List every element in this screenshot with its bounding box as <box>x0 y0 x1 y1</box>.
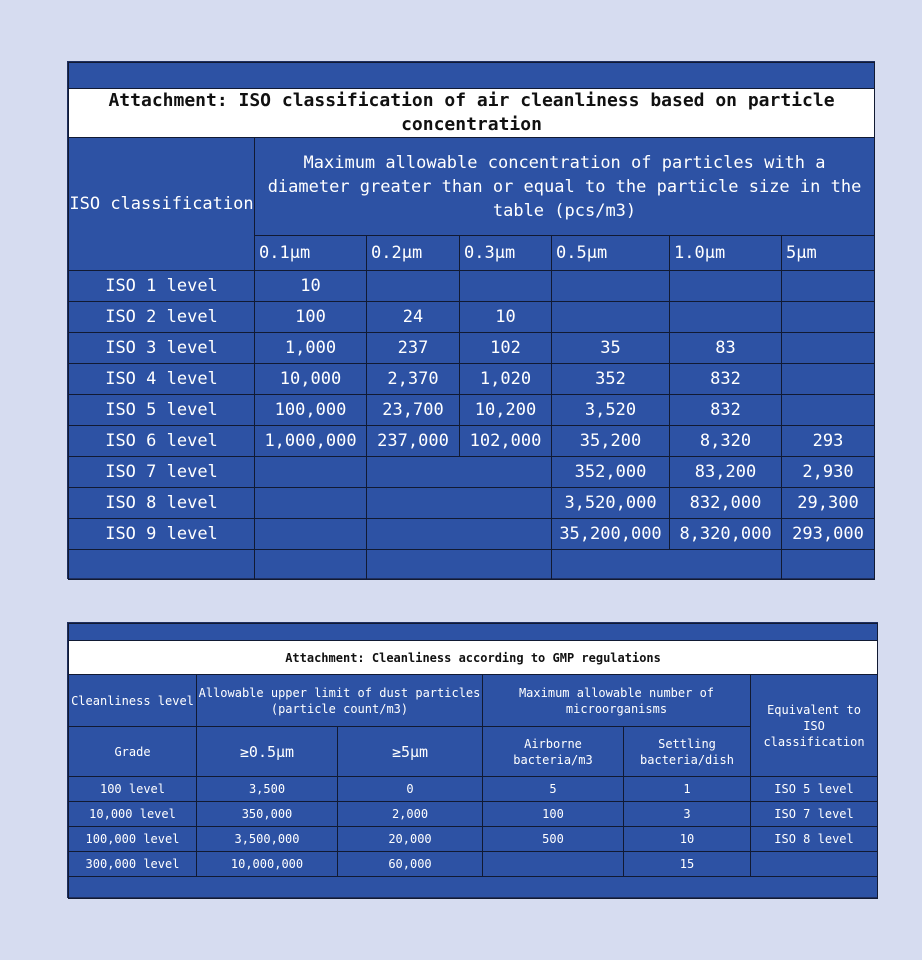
cell: 10 <box>460 302 552 333</box>
table-row <box>69 827 878 852</box>
cell: 3,500,000 <box>197 827 338 852</box>
table-title: Attachment: ISO classification of air cleanliness based on particle concentration <box>69 89 875 138</box>
table-row <box>69 802 878 827</box>
cell: 1,000,000 <box>255 426 367 457</box>
max-concentration-header: Maximum allowable concentration of particles with a diameter greater than or equal to the particle size in the table (pcs/m3) <box>255 138 875 236</box>
cell: 35 <box>552 333 670 364</box>
size-header: 0.1μm <box>255 236 367 271</box>
cell: 1,000 <box>255 333 367 364</box>
cell <box>782 302 875 333</box>
row-label: ISO 3 level <box>69 333 255 364</box>
dust-limit-header: Allowable upper limit of dust particles (particle count/m3) <box>197 675 483 727</box>
cell: 3,520 <box>552 395 670 426</box>
cell: 237 <box>367 333 460 364</box>
cell: 100,000 level <box>69 827 197 852</box>
iso-classification-panel <box>67 61 875 579</box>
cell: 100 <box>255 302 367 333</box>
size-header: 5μm <box>782 236 875 271</box>
cell: 352 <box>552 364 670 395</box>
iso-classification-table <box>68 62 875 580</box>
grade-header: Grade <box>69 727 197 777</box>
cell: 3,500 <box>197 777 338 802</box>
particle-5-header: ≥5μm <box>338 727 483 777</box>
cell: 100 <box>483 802 624 827</box>
particle-05-header: ≥0.5μm <box>197 727 338 777</box>
cell <box>751 852 878 877</box>
cell: 23,700 <box>367 395 460 426</box>
cell: 3,520,000 <box>552 488 670 519</box>
cell: 35,200 <box>552 426 670 457</box>
cell: 60,000 <box>338 852 483 877</box>
cell: 2,930 <box>782 457 875 488</box>
cell: 832 <box>670 395 782 426</box>
row-label: ISO 9 level <box>69 519 255 550</box>
cell <box>460 271 552 302</box>
cell <box>367 457 552 488</box>
table-title: Attachment: Cleanliness according to GMP regulations <box>69 641 878 675</box>
cell <box>367 519 552 550</box>
table-top-strip <box>69 63 875 89</box>
cell: 1 <box>624 777 751 802</box>
cell: 10,000 <box>255 364 367 395</box>
row-label: ISO 5 level <box>69 395 255 426</box>
cell: 8,320 <box>670 426 782 457</box>
table-row <box>69 457 875 488</box>
cell: 1,020 <box>460 364 552 395</box>
size-header: 1.0μm <box>670 236 782 271</box>
cell: 10 <box>624 827 751 852</box>
size-header: 0.3μm <box>460 236 552 271</box>
cell: 102,000 <box>460 426 552 457</box>
cell <box>552 302 670 333</box>
row-label: ISO 6 level <box>69 426 255 457</box>
table-bottom-row <box>69 550 875 580</box>
table-row <box>69 777 878 802</box>
settling-bacteria-header: Settling bacteria/dish <box>624 727 751 777</box>
cell: 500 <box>483 827 624 852</box>
cell: 300,000 level <box>69 852 197 877</box>
cell: 293,000 <box>782 519 875 550</box>
cell: 10 <box>255 271 367 302</box>
cell <box>782 271 875 302</box>
table-row <box>69 488 875 519</box>
cell: 293 <box>782 426 875 457</box>
table-row <box>69 519 875 550</box>
cell: 3 <box>624 802 751 827</box>
table-row <box>69 395 875 426</box>
cell: 15 <box>624 852 751 877</box>
cell <box>670 302 782 333</box>
cell <box>782 364 875 395</box>
table-row <box>69 333 875 364</box>
cell <box>367 271 460 302</box>
cell: 29,300 <box>782 488 875 519</box>
cell <box>670 271 782 302</box>
cell: 100 level <box>69 777 197 802</box>
cell: 350,000 <box>197 802 338 827</box>
cell: 5 <box>483 777 624 802</box>
cell: 35,200,000 <box>552 519 670 550</box>
cell: ISO 5 level <box>751 777 878 802</box>
row-label: ISO 7 level <box>69 457 255 488</box>
cell: 832 <box>670 364 782 395</box>
microorganisms-header: Maximum allowable number of microorganisms <box>483 675 751 727</box>
cell: 237,000 <box>367 426 460 457</box>
cell: ISO 8 level <box>751 827 878 852</box>
row-label: ISO 4 level <box>69 364 255 395</box>
cell <box>782 395 875 426</box>
row-label: ISO 1 level <box>69 271 255 302</box>
table-top-strip <box>69 624 878 641</box>
row-label: ISO 8 level <box>69 488 255 519</box>
cell: 83,200 <box>670 457 782 488</box>
cell: 24 <box>367 302 460 333</box>
table-bottom-strip <box>69 877 878 899</box>
airborne-bacteria-header: Airborne bacteria/m3 <box>483 727 624 777</box>
size-header: 0.5μm <box>552 236 670 271</box>
cell: 10,000,000 <box>197 852 338 877</box>
cell: 0 <box>338 777 483 802</box>
cell: 83 <box>670 333 782 364</box>
cell: 352,000 <box>552 457 670 488</box>
cell <box>255 488 367 519</box>
gmp-cleanliness-table <box>68 623 878 899</box>
table-row <box>69 302 875 333</box>
cell: 832,000 <box>670 488 782 519</box>
cell <box>367 488 552 519</box>
iso-classification-header: ISO classification <box>69 138 255 271</box>
cell: 10,000 level <box>69 802 197 827</box>
cell: 8,320,000 <box>670 519 782 550</box>
cell: 10,200 <box>460 395 552 426</box>
size-header: 0.2μm <box>367 236 460 271</box>
table-row <box>69 364 875 395</box>
cell <box>483 852 624 877</box>
table-row <box>69 426 875 457</box>
cell <box>255 457 367 488</box>
cell <box>255 519 367 550</box>
table-row <box>69 852 878 877</box>
cell: 102 <box>460 333 552 364</box>
gmp-cleanliness-panel <box>67 622 878 898</box>
iso-equivalent-header: Equivalent to ISO classification <box>751 675 878 777</box>
cell: ISO 7 level <box>751 802 878 827</box>
table-row <box>69 271 875 302</box>
cell: 2,000 <box>338 802 483 827</box>
cell: 2,370 <box>367 364 460 395</box>
cell <box>552 271 670 302</box>
cell: 100,000 <box>255 395 367 426</box>
cell: 20,000 <box>338 827 483 852</box>
cell <box>782 333 875 364</box>
row-label: ISO 2 level <box>69 302 255 333</box>
cleanliness-level-header: Cleanliness level <box>69 675 197 727</box>
